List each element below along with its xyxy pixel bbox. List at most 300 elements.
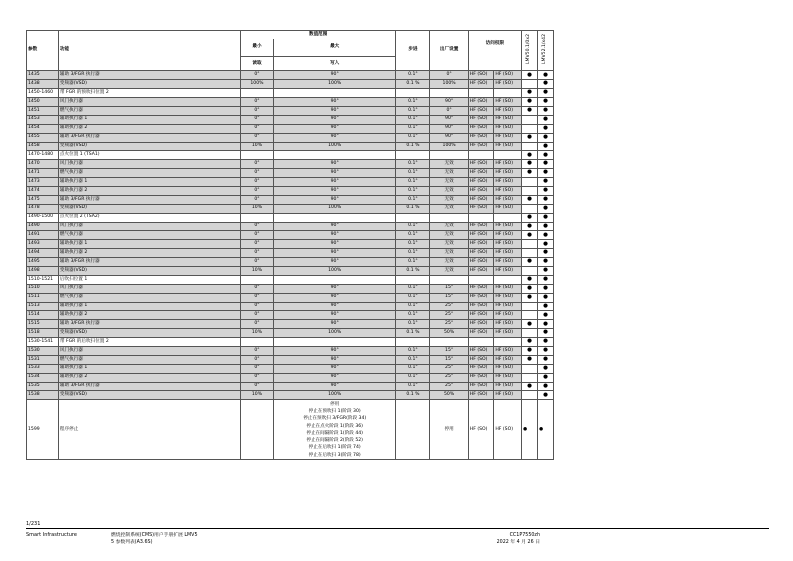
header-access: 访问权限 bbox=[468, 31, 521, 57]
param-cell: 1599 bbox=[27, 400, 59, 460]
write-access-cell: HF (SO) bbox=[494, 124, 522, 133]
param-cell: 1470-1480 bbox=[27, 151, 59, 160]
header-value-range: 数值范围 bbox=[240, 31, 395, 39]
footer-company: Smart Infrastructure bbox=[26, 532, 77, 538]
empty-cell bbox=[468, 275, 494, 284]
empty-cell bbox=[273, 151, 395, 160]
write-access-cell: HF (SO) bbox=[494, 115, 522, 124]
version-1-dot bbox=[522, 204, 538, 213]
group-title-cell: 带 FGR 的预吹扫位置 2 bbox=[58, 89, 240, 98]
footer-code: CC1P7550zh bbox=[509, 533, 540, 538]
version-1-dot: ● bbox=[522, 222, 538, 231]
read-access-cell: HF (SO) bbox=[468, 178, 494, 187]
function-cell: 程序停止 bbox=[58, 400, 240, 460]
version-2-dot: ● bbox=[537, 364, 553, 373]
read-access-cell: HF (SO) bbox=[468, 355, 494, 364]
function-cell: 燃气执行器 bbox=[58, 169, 240, 178]
table-row bbox=[27, 284, 554, 293]
empty-cell bbox=[396, 89, 430, 98]
param-cell: 1471 bbox=[27, 169, 59, 178]
version-1-dot bbox=[522, 186, 538, 195]
factory-cell: 90° bbox=[430, 133, 468, 142]
min-cell: 10% bbox=[240, 142, 273, 151]
step-cell: 0.1° bbox=[396, 293, 430, 302]
step-cell: 0.1° bbox=[396, 355, 430, 364]
empty-cell bbox=[240, 89, 273, 98]
write-access-cell: HF (SO) bbox=[494, 258, 522, 267]
table-row bbox=[27, 178, 554, 187]
empty-cell bbox=[494, 275, 522, 284]
read-access-cell: HF (SO) bbox=[468, 329, 494, 338]
param-cell: 1534 bbox=[27, 373, 59, 382]
empty-cell bbox=[396, 400, 430, 460]
header-version-1: LMV50.1/0x2 bbox=[522, 31, 538, 71]
param-cell: 1451 bbox=[27, 106, 59, 115]
factory-cell: 无效 bbox=[430, 160, 468, 169]
version-2-dot: ● bbox=[537, 231, 553, 240]
write-access-cell: HF (SO) bbox=[494, 382, 522, 391]
step-cell: 0.1° bbox=[396, 382, 430, 391]
version-1-dot: ● bbox=[522, 347, 538, 356]
function-cell: 变频器(VSD) bbox=[58, 80, 240, 89]
step-cell: 0.1° bbox=[396, 364, 430, 373]
step-cell: 0.1° bbox=[396, 249, 430, 258]
read-access-cell: HF (SO) bbox=[468, 80, 494, 89]
write-access-cell: HF (SO) bbox=[494, 231, 522, 240]
param-cell: 1455 bbox=[27, 133, 59, 142]
param-cell: 1530 bbox=[27, 347, 59, 356]
min-cell: 0° bbox=[240, 195, 273, 204]
version-2-dot: ● bbox=[537, 249, 553, 258]
empty-cell bbox=[468, 89, 494, 98]
table-row bbox=[27, 293, 554, 302]
max-cell: 90° bbox=[273, 169, 395, 178]
empty-cell bbox=[240, 275, 273, 284]
factory-cell: 无效 bbox=[430, 204, 468, 213]
step-cell: 0.1° bbox=[396, 133, 430, 142]
version-2-dot: ● bbox=[537, 266, 553, 275]
read-access-cell: HF (SO) bbox=[468, 400, 494, 460]
version-2-dot: ● bbox=[537, 160, 553, 169]
table-body bbox=[27, 71, 554, 460]
param-cell: 1498 bbox=[27, 266, 59, 275]
table-row bbox=[27, 133, 554, 142]
max-cell: 90° bbox=[273, 106, 395, 115]
table-row bbox=[27, 80, 554, 89]
header-param: 参数 bbox=[27, 31, 59, 71]
param-cell: 1453 bbox=[27, 115, 59, 124]
factory-cell: 50% bbox=[430, 329, 468, 338]
table-row bbox=[27, 258, 554, 267]
max-cell: 90° bbox=[273, 71, 395, 80]
min-cell: 0° bbox=[240, 382, 273, 391]
range-option: 停止在间隔阶段 2(阶段 52) bbox=[306, 438, 363, 444]
max-cell: 100% bbox=[273, 391, 395, 400]
group-title-cell: 带 FGR 的后吹扫位置 2 bbox=[58, 338, 240, 347]
read-access-cell: HF (SO) bbox=[468, 302, 494, 311]
param-cell: 1438 bbox=[27, 80, 59, 89]
function-cell: 辅助执行器 1 bbox=[58, 115, 240, 124]
factory-cell: 无效 bbox=[430, 186, 468, 195]
table-row bbox=[27, 240, 554, 249]
version-1-dot bbox=[522, 302, 538, 311]
group-row bbox=[27, 275, 554, 284]
step-cell: 0.1° bbox=[396, 186, 430, 195]
empty-cell bbox=[494, 89, 522, 98]
read-access-cell: HF (SO) bbox=[468, 222, 494, 231]
write-access-cell: HF (SO) bbox=[494, 160, 522, 169]
param-cell: 1530-1541 bbox=[27, 338, 59, 347]
version-1-dot bbox=[522, 391, 538, 400]
write-access-cell: HF (SO) bbox=[494, 347, 522, 356]
version-1-dot: ● bbox=[522, 284, 538, 293]
max-cell: 100% bbox=[273, 266, 395, 275]
read-access-cell: HF (SO) bbox=[468, 347, 494, 356]
version-2-dot: ● bbox=[537, 400, 553, 460]
param-cell: 1475 bbox=[27, 195, 59, 204]
factory-cell: 无效 bbox=[430, 169, 468, 178]
table-row bbox=[27, 329, 554, 338]
version-2-dot: ● bbox=[537, 284, 553, 293]
max-cell: 90° bbox=[273, 320, 395, 329]
max-cell: 90° bbox=[273, 347, 395, 356]
step-cell: 0.1° bbox=[396, 373, 430, 382]
table-row bbox=[27, 124, 554, 133]
read-access-cell: HF (SO) bbox=[468, 106, 494, 115]
function-cell: 辅助执行器 2 bbox=[58, 249, 240, 258]
min-cell: 0° bbox=[240, 240, 273, 249]
version-2-dot: ● bbox=[537, 275, 553, 284]
empty-cell bbox=[273, 213, 395, 222]
write-access-cell: HF (SO) bbox=[494, 106, 522, 115]
function-cell: 风门执行器 bbox=[58, 347, 240, 356]
empty-cell bbox=[494, 151, 522, 160]
version-2-dot: ● bbox=[537, 329, 553, 338]
read-access-cell: HF (SO) bbox=[468, 160, 494, 169]
footer-document bbox=[111, 532, 198, 546]
table-row bbox=[27, 186, 554, 195]
step-cell: 0.1° bbox=[396, 106, 430, 115]
step-cell: 0.1° bbox=[396, 284, 430, 293]
write-access-cell: HF (SO) bbox=[494, 355, 522, 364]
table-row bbox=[27, 142, 554, 151]
factory-cell: 无效 bbox=[430, 266, 468, 275]
min-cell: 0° bbox=[240, 169, 273, 178]
empty-cell bbox=[396, 213, 430, 222]
param-cell: 1490 bbox=[27, 222, 59, 231]
min-cell: 0° bbox=[240, 106, 273, 115]
function-cell: 风门执行器 bbox=[58, 284, 240, 293]
factory-cell: 无效 bbox=[430, 195, 468, 204]
read-access-cell: HF (SO) bbox=[468, 98, 494, 107]
empty-cell bbox=[396, 151, 430, 160]
empty-cell bbox=[494, 213, 522, 222]
header-max: 最大 bbox=[273, 39, 395, 57]
parameter-table bbox=[26, 30, 554, 460]
function-cell: 风门执行器 bbox=[58, 160, 240, 169]
version-2-dot: ● bbox=[537, 80, 553, 89]
min-cell: 10% bbox=[240, 204, 273, 213]
version-1-dot bbox=[522, 142, 538, 151]
empty-cell bbox=[468, 151, 494, 160]
min-cell: 0° bbox=[240, 355, 273, 364]
version-2-dot: ● bbox=[537, 302, 553, 311]
read-access-cell: HF (SO) bbox=[468, 249, 494, 258]
function-cell: 辅助执行器 2 bbox=[58, 124, 240, 133]
version-1-dot: ● bbox=[522, 89, 538, 98]
param-cell: 1470 bbox=[27, 160, 59, 169]
param-cell: 1535 bbox=[27, 382, 59, 391]
version-1-dot: ● bbox=[522, 133, 538, 142]
table-row bbox=[27, 347, 554, 356]
read-access-cell: HF (SO) bbox=[468, 124, 494, 133]
empty-cell bbox=[430, 151, 468, 160]
write-access-cell: HF (SO) bbox=[494, 195, 522, 204]
version-1-dot: ● bbox=[522, 151, 538, 160]
version-2-dot: ● bbox=[537, 169, 553, 178]
factory-cell: 0° bbox=[430, 106, 468, 115]
version-2-dot: ● bbox=[537, 213, 553, 222]
param-cell: 1533 bbox=[27, 364, 59, 373]
version-2-dot: ● bbox=[537, 347, 553, 356]
min-cell: 10% bbox=[240, 329, 273, 338]
version-1-dot: ● bbox=[522, 213, 538, 222]
step-cell: 0.1 % bbox=[396, 142, 430, 151]
param-cell: 1450-1460 bbox=[27, 89, 59, 98]
empty-cell bbox=[240, 338, 273, 347]
min-cell: 10% bbox=[240, 266, 273, 275]
step-cell: 0.1° bbox=[396, 98, 430, 107]
table-row bbox=[27, 71, 554, 80]
max-cell: 90° bbox=[273, 133, 395, 142]
read-access-cell: HF (SO) bbox=[468, 364, 494, 373]
version-2-dot: ● bbox=[537, 338, 553, 347]
factory-cell: 无效 bbox=[430, 178, 468, 187]
version-2-dot: ● bbox=[537, 178, 553, 187]
function-cell: 变频器(VSD) bbox=[58, 266, 240, 275]
factory-cell: 停用 bbox=[430, 400, 468, 460]
min-cell: 10% bbox=[240, 391, 273, 400]
param-cell: 1491 bbox=[27, 231, 59, 240]
header-step: 步进 bbox=[396, 31, 430, 71]
max-cell: 90° bbox=[273, 178, 395, 187]
table-row bbox=[27, 355, 554, 364]
version-2-dot: ● bbox=[537, 115, 553, 124]
min-cell: 0° bbox=[240, 231, 273, 240]
group-row bbox=[27, 89, 554, 98]
header-factory: 出厂设置 bbox=[430, 31, 468, 71]
version-1-dot bbox=[522, 329, 538, 338]
param-cell: 1514 bbox=[27, 311, 59, 320]
read-access-cell: HF (SO) bbox=[468, 195, 494, 204]
version-2-dot: ● bbox=[537, 142, 553, 151]
empty-cell bbox=[430, 213, 468, 222]
group-title-cell: 后吹扫位置 1 bbox=[58, 275, 240, 284]
version-1-dot bbox=[522, 364, 538, 373]
function-cell: 变频器(VSD) bbox=[58, 204, 240, 213]
version-2-dot: ● bbox=[537, 186, 553, 195]
min-cell: 0° bbox=[240, 364, 273, 373]
function-cell: 燃气执行器 bbox=[58, 355, 240, 364]
version-1-dot bbox=[522, 266, 538, 275]
step-cell: 0.1 % bbox=[396, 329, 430, 338]
write-access-cell: HF (SO) bbox=[494, 391, 522, 400]
version-1-dot bbox=[522, 373, 538, 382]
factory-cell: 50% bbox=[430, 391, 468, 400]
max-cell: 90° bbox=[273, 373, 395, 382]
write-access-cell: HF (SO) bbox=[494, 284, 522, 293]
max-cell: 90° bbox=[273, 231, 395, 240]
factory-cell: 无效 bbox=[430, 249, 468, 258]
version-1-dot: ● bbox=[522, 169, 538, 178]
version-1-dot: ● bbox=[522, 293, 538, 302]
page-number: 1/231 bbox=[26, 521, 41, 527]
version-2-dot: ● bbox=[537, 204, 553, 213]
max-cell: 90° bbox=[273, 195, 395, 204]
version-1-dot: ● bbox=[522, 275, 538, 284]
footer-date: 2022 年 4 月 26 日 bbox=[496, 540, 540, 545]
max-cell: 90° bbox=[273, 186, 395, 195]
write-access-cell: HF (SO) bbox=[494, 222, 522, 231]
version-1-dot: ● bbox=[522, 106, 538, 115]
empty-cell bbox=[430, 338, 468, 347]
version-1-dot bbox=[522, 115, 538, 124]
param-cell: 1473 bbox=[27, 178, 59, 187]
param-cell: 1494 bbox=[27, 249, 59, 258]
empty-cell bbox=[430, 89, 468, 98]
function-cell: 变频器(VSD) bbox=[58, 391, 240, 400]
function-cell: 辅助执行器 1 bbox=[58, 178, 240, 187]
version-1-dot: ● bbox=[522, 320, 538, 329]
read-access-cell: HF (SO) bbox=[468, 258, 494, 267]
version-2-dot: ● bbox=[537, 373, 553, 382]
version-2-dot: ● bbox=[537, 391, 553, 400]
function-cell: 辅助 3/FGR 执行器 bbox=[58, 320, 240, 329]
function-cell: 燃气执行器 bbox=[58, 293, 240, 302]
min-cell: 0° bbox=[240, 115, 273, 124]
step-cell: 0.1° bbox=[396, 160, 430, 169]
header-min: 最小 bbox=[240, 39, 273, 57]
min-cell: 0° bbox=[240, 302, 273, 311]
param-cell: 1478 bbox=[27, 204, 59, 213]
min-cell: 0° bbox=[240, 284, 273, 293]
empty-cell bbox=[430, 275, 468, 284]
table-row bbox=[27, 195, 554, 204]
step-cell: 0.1° bbox=[396, 320, 430, 329]
version-2-dot: ● bbox=[537, 195, 553, 204]
max-cell: 90° bbox=[273, 302, 395, 311]
empty-cell bbox=[468, 213, 494, 222]
param-cell: 1493 bbox=[27, 240, 59, 249]
write-access-cell: HF (SO) bbox=[494, 364, 522, 373]
version-2-dot: ● bbox=[537, 133, 553, 142]
function-cell: 风门执行器 bbox=[58, 222, 240, 231]
max-cell: 90° bbox=[273, 249, 395, 258]
factory-cell: 100% bbox=[430, 80, 468, 89]
range-option: 停止在预吹扫 3/FGR(阶段 34) bbox=[303, 416, 367, 422]
empty-cell bbox=[494, 338, 522, 347]
step-cell: 0.1° bbox=[396, 240, 430, 249]
version-2-dot: ● bbox=[537, 106, 553, 115]
max-cell: 90° bbox=[273, 355, 395, 364]
version-1-dot bbox=[522, 124, 538, 133]
read-access-cell: HF (SO) bbox=[468, 284, 494, 293]
min-cell: 0° bbox=[240, 258, 273, 267]
max-cell: 90° bbox=[273, 98, 395, 107]
write-access-cell: HF (SO) bbox=[494, 204, 522, 213]
footer-divider bbox=[26, 528, 769, 529]
write-access-cell: HF (SO) bbox=[494, 178, 522, 187]
function-cell: 辅助 3/FGR 执行器 bbox=[58, 133, 240, 142]
read-access-cell: HF (SO) bbox=[468, 320, 494, 329]
footer-doc-section: 5 参数列表(A3.6S) bbox=[111, 540, 153, 545]
param-cell: 1495 bbox=[27, 258, 59, 267]
version-2-dot: ● bbox=[537, 151, 553, 160]
function-cell: 变频器(VSD) bbox=[58, 329, 240, 338]
version-1-dot: ● bbox=[522, 355, 538, 364]
param-cell: 1531 bbox=[27, 355, 59, 364]
write-access-cell: HF (SO) bbox=[494, 71, 522, 80]
version-2-dot: ● bbox=[537, 71, 553, 80]
step-cell: 0.1 % bbox=[396, 266, 430, 275]
version-1-dot: ● bbox=[522, 258, 538, 267]
max-cell: 100% bbox=[273, 204, 395, 213]
write-access-cell: HF (SO) bbox=[494, 302, 522, 311]
read-access-cell: HF (SO) bbox=[468, 204, 494, 213]
version-2-dot: ● bbox=[537, 293, 553, 302]
function-cell: 辅助 3/FGR 执行器 bbox=[58, 382, 240, 391]
factory-cell: 15° bbox=[430, 293, 468, 302]
write-access-cell: HF (SO) bbox=[494, 80, 522, 89]
min-cell: 0° bbox=[240, 293, 273, 302]
min-cell: 0° bbox=[240, 160, 273, 169]
write-access-cell: HF (SO) bbox=[494, 98, 522, 107]
function-cell: 风门执行器 bbox=[58, 98, 240, 107]
table-row bbox=[27, 222, 554, 231]
function-cell: 燃气执行器 bbox=[58, 106, 240, 115]
min-cell: 0° bbox=[240, 311, 273, 320]
read-access-cell: HF (SO) bbox=[468, 382, 494, 391]
version-2-dot: ● bbox=[537, 355, 553, 364]
table-row bbox=[27, 106, 554, 115]
function-cell: 辅助 3/FGR 执行器 bbox=[58, 195, 240, 204]
empty-cell bbox=[240, 151, 273, 160]
factory-cell: 无效 bbox=[430, 222, 468, 231]
table-row bbox=[27, 231, 554, 240]
version-1-dot bbox=[522, 178, 538, 187]
version-2-dot: ● bbox=[537, 222, 553, 231]
step-cell: 0.1° bbox=[396, 195, 430, 204]
group-row bbox=[27, 338, 554, 347]
max-cell: 90° bbox=[273, 284, 395, 293]
step-cell: 0.1° bbox=[396, 231, 430, 240]
read-access-cell: HF (SO) bbox=[468, 186, 494, 195]
max-cell: 100% bbox=[273, 80, 395, 89]
table-row bbox=[27, 204, 554, 213]
max-cell: 100% bbox=[273, 142, 395, 151]
min-cell: 100% bbox=[240, 80, 273, 89]
version-1-dot bbox=[522, 240, 538, 249]
version-1-dot: ● bbox=[522, 400, 538, 460]
empty-cell bbox=[273, 275, 395, 284]
table-row bbox=[27, 382, 554, 391]
min-cell: 0° bbox=[240, 347, 273, 356]
empty-cell bbox=[240, 400, 273, 460]
step-cell: 0.1° bbox=[396, 311, 430, 320]
factory-cell: 90° bbox=[430, 115, 468, 124]
step-cell: 0.1° bbox=[396, 302, 430, 311]
param-cell: 1510-1521 bbox=[27, 275, 59, 284]
